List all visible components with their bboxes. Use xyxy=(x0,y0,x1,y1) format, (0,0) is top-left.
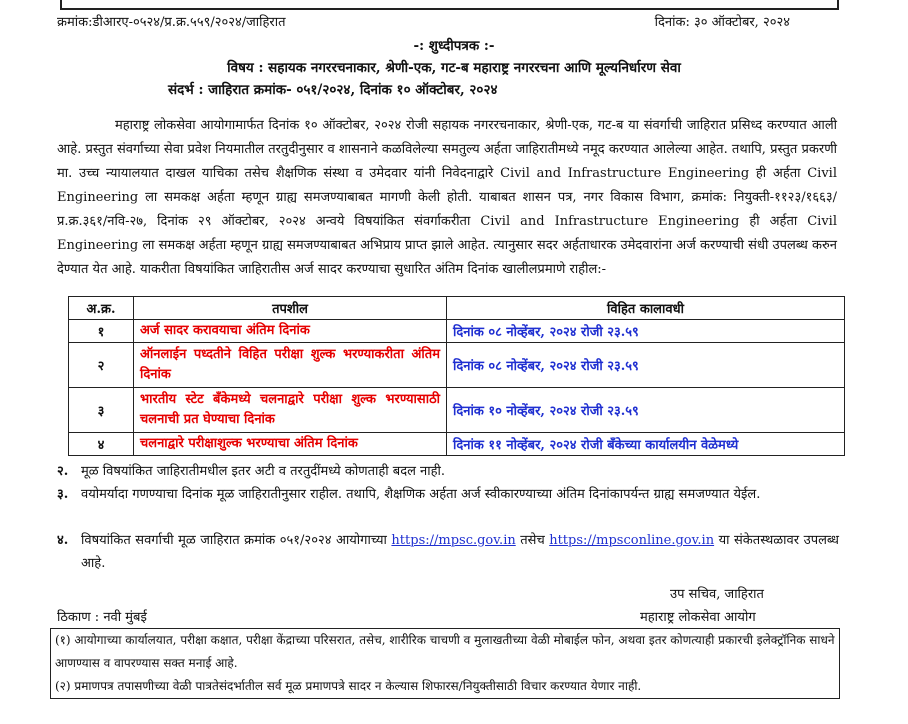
table-row xyxy=(69,320,845,343)
table-row xyxy=(69,388,845,433)
subject-line: विषय : सहायक नगररचनाकार, श्रेणी-एक, गट-ब महाराष्ट्र नगररचना आणि मूल्यनिर्धारण सेवा xyxy=(227,60,681,76)
note-item xyxy=(57,460,842,483)
mpsc-website-link[interactable]: https://mpsc.gov.in xyxy=(391,533,516,548)
note-number: ४. xyxy=(57,533,69,548)
row-detail: ऑनलाईन पध्दतीने विहित परीक्षा शुल्क भरण्याकरीता अंतिम दिनांक xyxy=(134,343,447,388)
footer-note: (२) प्रमाणपत्र तपासणीच्या वेळी पात्रतेसंदर्भातील सर्व मूळ प्रमाणपत्रे सादर न केल्यास शिफारस/नियुक्तीसाठी विचार करण्यात येणार नाही. xyxy=(55,679,642,693)
footer-notes-box xyxy=(50,628,840,699)
note-text-after: या संकेतस्थळावर उपलब्ध आहे. xyxy=(81,533,839,571)
row-number: ४ xyxy=(69,433,134,456)
column-header: अ.क्र. xyxy=(69,297,134,320)
row-period: दिनांक ११ नोव्हेंबर, २०२४ रोजी बँकेच्या कार्यालयीन वेळेमध्ये xyxy=(447,433,845,456)
note-item xyxy=(57,483,842,506)
column-header: विहित कालावधी xyxy=(447,297,845,320)
place-label: ठिकाण : नवी मुंबई xyxy=(57,610,147,625)
row-detail: चलनाद्वारे परीक्षाशुल्क भरण्याचा अंतिम दिनांक xyxy=(134,433,447,456)
header-border xyxy=(60,0,839,10)
note-number: ३. xyxy=(57,487,69,502)
row-number: २ xyxy=(69,343,134,388)
note-number: २. xyxy=(57,464,69,479)
reference-row xyxy=(57,12,790,30)
body-paragraph: महाराष्ट्र लोकसेवा आयोगामार्फत दिनांक १० ऑक्टोबर, २०२४ रोजी सहायक नगररचनाकार, श्रेणी-एक, गट-ब या संवर्गाची जाहिरात प्रसिध्द करण्यात आली आहे. प्रस्तुत संवर्गाच्या सेवा प्रवेश नियमातील तरतुदीनुसार व शासनाने कळविलेल्या समतुल्य अर्हता जाहिरातीमध्ये नमूद करण्यात आलेल्या आहेत. तथापि, प्रस्तुत प्रकरणी मा. उच्च न्यायालयात दाखल याचिका तसेच शैक्षणिक संस्था व उमेदवार यांनी निवेदनाद्वारे Civil and Infrastructure Engineering ही अर्हता Civil Engineering ला समकक्ष अर्हता म्हणून ग्राह्य समजण्याबाबत मागणी केली होती. याबाबत शासन पत्र, नगर विकास विभाग, क्रमांक: नियुक्ती-११२३/१६६३/प्र.क्र.३६१/नवि-२७, दिनांक २९ ऑक्टोबर, २०२४ अन्वये विषयांकित संवर्गाकरीता Civil and Infrastructure Engineering ही अर्हता Civil Engineering ला समकक्ष अर्हता म्हणून ग्राह्य समजण्याबाबत अभिप्राय प्राप्त झाले आहेत. त्यानुसार सदर अर्हताधारक उमेदवारांना अर्ज करण्याची संधी उपलब्ध करुन देण्यात येत आहे. याकरीता विषयांकित जाहिरातीस अर्ज सादर करण्याचा सुधारित अंतिम दिनांक खालीलप्रमाणे राहील:- xyxy=(57,118,837,277)
reference-line: संदर्भ : जाहिरात क्रमांक- ०५१/२०२४, दिनांक १० ऑक्टोबर, २०२४ xyxy=(168,82,498,98)
reference-number: क्रमांक:डीआरए-०५२४/प्र.क्र.५५९/२०२४/जाहिरात xyxy=(57,15,286,30)
corrigendum-title: -: शुध्दीपत्रक :- xyxy=(413,38,495,54)
row-period: दिनांक १० नोव्हेंबर, २०२४ रोजी २३.५९ xyxy=(447,388,845,433)
note-text: मूळ विषयांकित जाहिरातीमधील इतर अटी व तरतुदींमध्ये कोणताही बदल नाही. xyxy=(81,464,446,479)
reference-date: दिनांक: ३० ऑक्टोबर, २०२४ xyxy=(654,15,790,30)
mpsconline-website-link[interactable]: https://mpsconline.gov.in xyxy=(549,533,715,548)
row-period: दिनांक ०८ नोव्हेंबर, २०२४ रोजी २३.५९ xyxy=(447,320,845,343)
table-row xyxy=(69,343,845,388)
row-detail: अर्ज सादर करावयाचा अंतिम दिनांक xyxy=(134,320,447,343)
row-number: १ xyxy=(69,320,134,343)
footer-note: (१) आयोगाच्या कार्यालयात, परीक्षा कक्षात, परीक्षा केंद्राच्या परिसरात, तसेच, शारीरिक चाचणी व मुलाखतीच्या वेळी मोबाईल फोन, अथवा इतर कोणत्याही प्रकारची इलेक्ट्रॉनिक साधने आणण्यास व वापरण्यास सक्त मनाई आहे. xyxy=(55,633,835,670)
note-text-middle: तसेच xyxy=(515,533,550,548)
row-detail: भारतीय स्टेट बँकेमध्ये चलनाद्वारे परीक्षा शुल्क भरण्यासाठी चलनाची प्रत घेण्याचा दिनांक xyxy=(134,388,447,433)
table-row xyxy=(69,433,845,456)
row-period: दिनांक ०८ नोव्हेंबर, २०२४ रोजी २३.५९ xyxy=(447,343,845,388)
note-text: वयोमर्यादा गणण्याचा दिनांक मूळ जाहिरातीनुसार राहील. तथापि, शैक्षणिक अर्हता अर्ज स्वीकारण्याच्या अंतिम दिनांकापर्यन्त ग्राह्य समजण्यात येईल. xyxy=(81,487,761,502)
signatory-office: महाराष्ट्र लोकसेवा आयोग xyxy=(640,610,756,625)
column-header: तपशील xyxy=(134,297,447,320)
schedule-table xyxy=(68,296,845,456)
note-item xyxy=(57,529,842,575)
note-text xyxy=(81,529,839,575)
row-number: ३ xyxy=(69,388,134,433)
signatory-designation: उप सचिव, जाहिरात xyxy=(670,587,764,602)
note-text-before: विषयांकित सवर्गाची मूळ जाहिरात क्रमांक ०५१/२०२४ आयोगाच्या xyxy=(81,533,392,548)
table-header-row xyxy=(69,297,845,320)
